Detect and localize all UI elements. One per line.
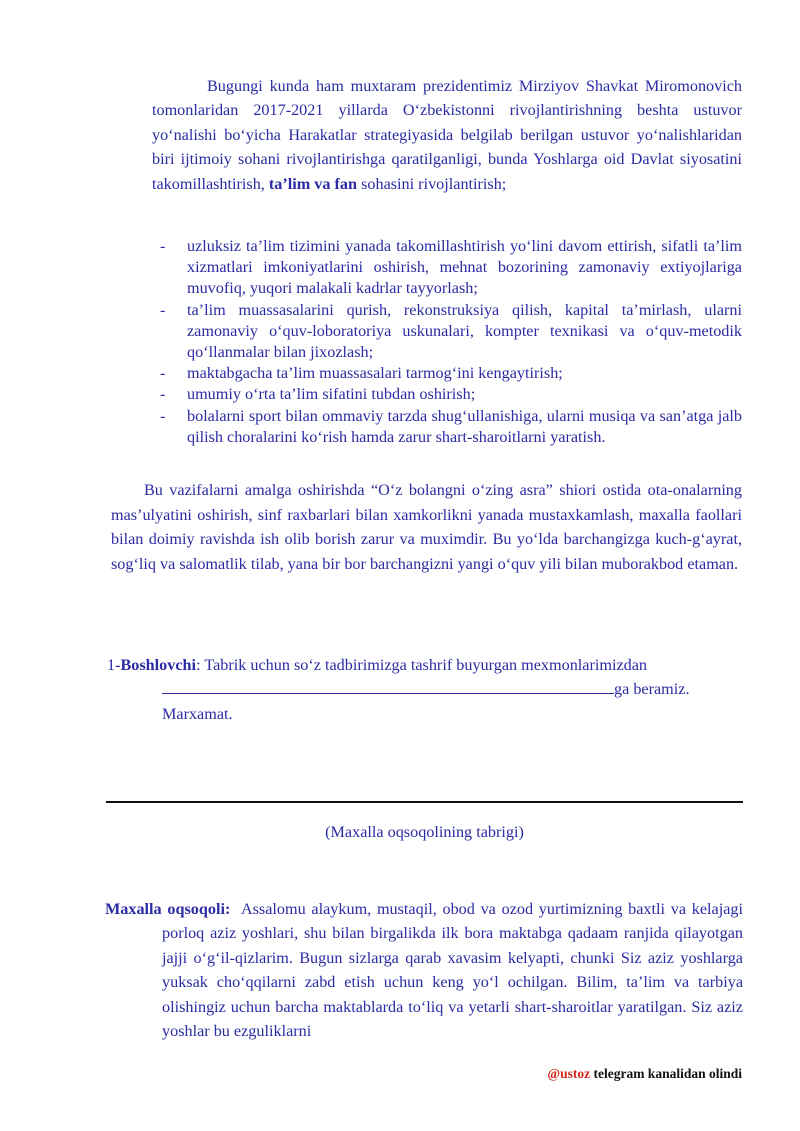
horizontal-divider [106, 801, 743, 803]
boshlovchi-block [107, 653, 747, 726]
list-item-text: bolalarni sport bilan ommaviy tarzda shug‘ullanishiga, ularni musiqa va san’atga jalb qilish choralarini ko‘rish hamda zarur shart-sharoitlarni yaratish. [187, 406, 742, 446]
boshlovchi-text: : Tabrik uchun so‘z tadbirimizga tashrif buyurgan mexmonlarimizdan [196, 656, 648, 674]
list-item [160, 236, 742, 300]
intro-text-2: sohasini rivojlantirish; [361, 174, 507, 193]
oqsoqol-text: Assalomu alaykum, mustaqil, obod va ozod yurtimizning baxtli va kelajagi porloq aziz yoshlari, shu bilan birgalikda ilk bora maktabga qadaam ranjida qilayotgan jajji o‘g‘il-qizlarim. Bugun sizlarga qarab xavasim kelyapti, chunki Siz aziz yoshlarga yuksak cho‘qqilarni zabd etish uchun keng yo‘l ochilgan. Bilim, ta’lim va tarbiya olishingiz uchun barcha maktablarda to‘liq va yetarli shart-sharoitlar yaratilgan. Siz aziz yoshlar bu ezguliklarni [162, 900, 743, 1041]
list-dash: - [160, 406, 166, 425]
list-dash: - [160, 364, 166, 383]
list-item [160, 300, 742, 364]
intro-text-1: Bugungi kunda ham muxtaram prezidentimiz Mirziyov Shavkat Miromonovich tomonlaridan 2017-2021 yillarda O‘zbekistonni rivojlantirishning beshta ustuvor yo‘nalishi bo‘yicha Harakatlar strategiyasida belgilab berilgan ustuvor yo‘nalishlaridan biri ijtimoiy sohani rivojlantirishga qaratilganligi, bunda Yoshlarga oid Davlat siyosatini takomillashtirish, [152, 77, 742, 193]
list-item-text: ta’lim muassasalarini qurish, rekonstruksiya qilish, kapital ta’mirlash, ularni zamonaviy o‘quv-loboratoriya uskunalari, kompter texnikasi va o‘quv-metodik qo‘llanmalar bilan jixozlash; [187, 300, 742, 362]
boshlovchi-line [107, 653, 747, 677]
boshlovchi-blank-line [107, 677, 747, 701]
list-item [160, 384, 742, 405]
list-dash: - [160, 300, 166, 319]
boshlovchi-marxamat: Marxamat. [162, 704, 233, 723]
goals-list [160, 236, 742, 448]
list-item [160, 363, 742, 384]
boshlovchi-speaker: Boshlovchi [120, 656, 197, 674]
telegram-handle: @ustoz [547, 1066, 591, 1081]
oqsoqol-body [105, 897, 743, 1043]
intro-paragraph [152, 74, 742, 196]
list-item-text: umumiy o‘rta ta’lim sifatini tubdan oshirish; [187, 385, 476, 404]
footer-note [548, 1066, 742, 1082]
list-item-text: maktabgacha ta’lim muassasalari tarmog‘ini kengaytirish; [187, 364, 563, 383]
list-dash: - [160, 237, 166, 255]
fill-in-blank [162, 679, 614, 694]
list-item [160, 406, 742, 448]
section-caption: (Maxalla oqsoqolining tabrigi) [325, 823, 524, 841]
boshlovchi-suffix: ga beramiz. [614, 680, 690, 699]
oqsoqol-paragraph [105, 897, 743, 1043]
list-item-text: uzluksiz ta’lim tizimini yanada takomillashtirish yo‘lini davom ettirish, sifatli ta’lim xizmatlari imkoniyatlarini oshirish, mehnat bozorining zamonaviy extiyojlariga muvofiq, yuqori malakali kadrlar tayyorlash; [187, 237, 742, 298]
footer-text: telegram kanalidan olindi [590, 1066, 742, 1081]
intro-bold-text: ta’lim va fan [268, 174, 358, 193]
oqsoqol-speaker: Maxalla oqsoqoli: [105, 900, 231, 918]
closing-paragraph: Bu vazifalarni amalga oshirishda “O‘z bolangni o‘zing asra” shiori ostida ota-onalarning mas’ulyatini oshirish, sinf raxbarlari bilan xamkorlikni yanada mustaxkamlash, maxalla faollari bilan doimiy ravishda ish olib borish zarur va muximdir. Bu yo‘lda barchangizga kuch-g‘ayrat, sog‘liq va salomatlik tilab, yana bir bor barchangizni yangi o‘quv yili bilan muborakbod etaman. [111, 481, 742, 573]
list-dash: - [160, 385, 166, 404]
boshlovchi-number: 1- [107, 656, 121, 674]
